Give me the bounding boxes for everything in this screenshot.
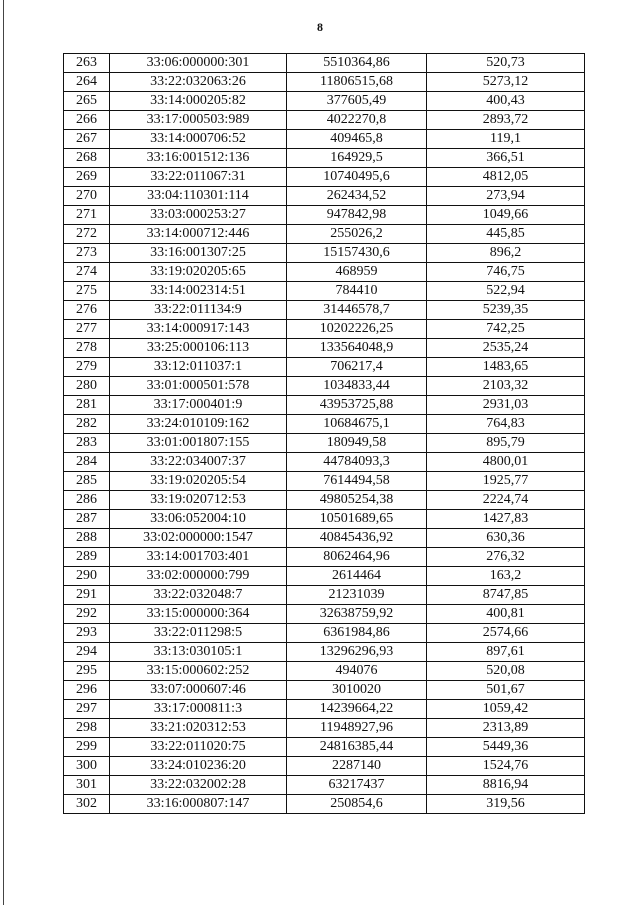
cadastral-number-cell: 33:22:032048:7 <box>110 586 287 605</box>
cadastral-number-cell: 33:22:034007:37 <box>110 453 287 472</box>
row-number-cell: 292 <box>64 605 110 624</box>
area-value-cell: 1524,76 <box>427 757 585 776</box>
area-value-cell: 895,79 <box>427 434 585 453</box>
area-value-cell: 1925,77 <box>427 472 585 491</box>
table-row <box>64 643 585 662</box>
table-row <box>64 491 585 510</box>
cadastral-number-cell: 33:01:000501:578 <box>110 377 287 396</box>
cadastral-number-cell: 33:16:001512:136 <box>110 149 287 168</box>
cadastral-value-cell: 2614464 <box>287 567 427 586</box>
table-row <box>64 320 585 339</box>
cadastral-number-cell: 33:12:011037:1 <box>110 358 287 377</box>
cadastral-value-cell: 15157430,6 <box>287 244 427 263</box>
cadastral-value-cell: 5510364,86 <box>287 54 427 73</box>
table-row <box>64 358 585 377</box>
area-value-cell: 1427,83 <box>427 510 585 529</box>
cadastral-number-cell: 33:14:001703:401 <box>110 548 287 567</box>
cadastral-number-cell: 33:22:011134:9 <box>110 301 287 320</box>
cadastral-number-cell: 33:13:030105:1 <box>110 643 287 662</box>
table-row <box>64 244 585 263</box>
cadastral-value-cell: 10684675,1 <box>287 415 427 434</box>
row-number-cell: 297 <box>64 700 110 719</box>
area-value-cell: 8747,85 <box>427 586 585 605</box>
cadastral-number-cell: 33:14:000205:82 <box>110 92 287 111</box>
row-number-cell: 296 <box>64 681 110 700</box>
row-number-cell: 282 <box>64 415 110 434</box>
area-value-cell: 2103,32 <box>427 377 585 396</box>
cadastral-number-cell: 33:14:000712:446 <box>110 225 287 244</box>
area-value-cell: 5449,36 <box>427 738 585 757</box>
cadastral-value-cell: 24816385,44 <box>287 738 427 757</box>
cadastral-number-cell: 33:22:032063:26 <box>110 73 287 92</box>
cadastral-number-cell: 33:17:000401:9 <box>110 396 287 415</box>
cadastral-value-cell: 44784093,3 <box>287 453 427 472</box>
cadastral-value-cell: 250854,6 <box>287 795 427 814</box>
row-number-cell: 265 <box>64 92 110 111</box>
table-body <box>64 54 585 814</box>
cadastral-value-cell: 40845436,92 <box>287 529 427 548</box>
area-value-cell: 8816,94 <box>427 776 585 795</box>
table-row <box>64 529 585 548</box>
area-value-cell: 501,67 <box>427 681 585 700</box>
row-number-cell: 279 <box>64 358 110 377</box>
area-value-cell: 445,85 <box>427 225 585 244</box>
area-value-cell: 4800,01 <box>427 453 585 472</box>
cadastral-value-cell: 784410 <box>287 282 427 301</box>
cadastral-number-cell: 33:22:011020:75 <box>110 738 287 757</box>
cadastral-value-cell: 377605,49 <box>287 92 427 111</box>
table-row <box>64 282 585 301</box>
area-value-cell: 163,2 <box>427 567 585 586</box>
row-number-cell: 275 <box>64 282 110 301</box>
cadastral-value-cell: 11948927,96 <box>287 719 427 738</box>
row-number-cell: 293 <box>64 624 110 643</box>
table-row <box>64 434 585 453</box>
cadastral-value-cell: 11806515,68 <box>287 73 427 92</box>
area-value-cell: 520,73 <box>427 54 585 73</box>
cadastral-number-cell: 33:06:000000:301 <box>110 54 287 73</box>
area-value-cell: 2224,74 <box>427 491 585 510</box>
row-number-cell: 266 <box>64 111 110 130</box>
cadastral-number-cell: 33:22:032002:28 <box>110 776 287 795</box>
row-number-cell: 291 <box>64 586 110 605</box>
cadastral-value-cell: 164929,5 <box>287 149 427 168</box>
cadastral-number-cell: 33:17:000811:3 <box>110 700 287 719</box>
row-number-cell: 269 <box>64 168 110 187</box>
row-number-cell: 302 <box>64 795 110 814</box>
cadastral-value-cell: 494076 <box>287 662 427 681</box>
cadastral-number-cell: 33:15:000602:252 <box>110 662 287 681</box>
table-row <box>64 92 585 111</box>
row-number-cell: 295 <box>64 662 110 681</box>
area-value-cell: 2574,66 <box>427 624 585 643</box>
area-value-cell: 1483,65 <box>427 358 585 377</box>
cadastral-value-cell: 43953725,88 <box>287 396 427 415</box>
row-number-cell: 285 <box>64 472 110 491</box>
cadastral-number-cell: 33:21:020312:53 <box>110 719 287 738</box>
area-value-cell: 630,36 <box>427 529 585 548</box>
cadastral-number-cell: 33:14:002314:51 <box>110 282 287 301</box>
cadastral-number-cell: 33:06:052004:10 <box>110 510 287 529</box>
table-row <box>64 738 585 757</box>
table-row <box>64 225 585 244</box>
cadastral-value-cell: 262434,52 <box>287 187 427 206</box>
cadastral-number-cell: 33:02:000000:799 <box>110 567 287 586</box>
row-number-cell: 281 <box>64 396 110 415</box>
row-number-cell: 298 <box>64 719 110 738</box>
area-value-cell: 742,25 <box>427 320 585 339</box>
area-value-cell: 400,43 <box>427 92 585 111</box>
cadastral-value-cell: 7614494,58 <box>287 472 427 491</box>
row-number-cell: 289 <box>64 548 110 567</box>
row-number-cell: 267 <box>64 130 110 149</box>
cadastral-number-cell: 33:19:020712:53 <box>110 491 287 510</box>
cadastral-value-cell: 6361984,86 <box>287 624 427 643</box>
table-row <box>64 586 585 605</box>
area-value-cell: 896,2 <box>427 244 585 263</box>
table-row <box>64 757 585 776</box>
table-row <box>64 453 585 472</box>
area-value-cell: 5239,35 <box>427 301 585 320</box>
cadastral-value-cell: 133564048,9 <box>287 339 427 358</box>
cadastral-value-cell: 10202226,25 <box>287 320 427 339</box>
cadastral-number-cell: 33:15:000000:364 <box>110 605 287 624</box>
table-row <box>64 168 585 187</box>
area-value-cell: 746,75 <box>427 263 585 282</box>
row-number-cell: 271 <box>64 206 110 225</box>
table-row <box>64 776 585 795</box>
row-number-cell: 263 <box>64 54 110 73</box>
cadastral-value-cell: 63217437 <box>287 776 427 795</box>
table-row <box>64 377 585 396</box>
cadastral-number-cell: 33:02:000000:1547 <box>110 529 287 548</box>
cadastral-number-cell: 33:14:000706:52 <box>110 130 287 149</box>
row-number-cell: 286 <box>64 491 110 510</box>
table-row <box>64 472 585 491</box>
cadastral-value-cell: 10501689,65 <box>287 510 427 529</box>
cadastral-number-cell: 33:24:010236:20 <box>110 757 287 776</box>
table-row <box>64 111 585 130</box>
cadastral-value-cell: 3010020 <box>287 681 427 700</box>
area-value-cell: 2313,89 <box>427 719 585 738</box>
area-value-cell: 897,61 <box>427 643 585 662</box>
row-number-cell: 288 <box>64 529 110 548</box>
cadastral-table <box>63 53 585 814</box>
row-number-cell: 287 <box>64 510 110 529</box>
cadastral-number-cell: 33:04:110301:114 <box>110 187 287 206</box>
table-row <box>64 681 585 700</box>
cadastral-number-cell: 33:03:000253:27 <box>110 206 287 225</box>
row-number-cell: 264 <box>64 73 110 92</box>
table-row <box>64 149 585 168</box>
cadastral-number-cell: 33:25:000106:113 <box>110 339 287 358</box>
cadastral-value-cell: 8062464,96 <box>287 548 427 567</box>
row-number-cell: 299 <box>64 738 110 757</box>
cadastral-value-cell: 706217,4 <box>287 358 427 377</box>
row-number-cell: 300 <box>64 757 110 776</box>
row-number-cell: 274 <box>64 263 110 282</box>
cadastral-value-cell: 49805254,38 <box>287 491 427 510</box>
table-row <box>64 54 585 73</box>
cadastral-number-cell: 33:01:001807:155 <box>110 434 287 453</box>
cadastral-number-cell: 33:14:000917:143 <box>110 320 287 339</box>
cadastral-value-cell: 180949,58 <box>287 434 427 453</box>
row-number-cell: 277 <box>64 320 110 339</box>
area-value-cell: 1049,66 <box>427 206 585 225</box>
table-row <box>64 567 585 586</box>
row-number-cell: 284 <box>64 453 110 472</box>
table-row <box>64 795 585 814</box>
area-value-cell: 119,1 <box>427 130 585 149</box>
area-value-cell: 400,81 <box>427 605 585 624</box>
area-value-cell: 2535,24 <box>427 339 585 358</box>
table-row <box>64 662 585 681</box>
table-row <box>64 396 585 415</box>
row-number-cell: 270 <box>64 187 110 206</box>
cadastral-value-cell: 255026,2 <box>287 225 427 244</box>
table-row <box>64 719 585 738</box>
table-row <box>64 301 585 320</box>
table-row <box>64 548 585 567</box>
cadastral-value-cell: 32638759,92 <box>287 605 427 624</box>
cadastral-number-cell: 33:07:000607:46 <box>110 681 287 700</box>
area-value-cell: 2893,72 <box>427 111 585 130</box>
table-row <box>64 605 585 624</box>
table-row <box>64 624 585 643</box>
area-value-cell: 2931,03 <box>427 396 585 415</box>
row-number-cell: 283 <box>64 434 110 453</box>
area-value-cell: 520,08 <box>427 662 585 681</box>
table-row <box>64 187 585 206</box>
cadastral-value-cell: 409465,8 <box>287 130 427 149</box>
cadastral-value-cell: 14239664,22 <box>287 700 427 719</box>
area-value-cell: 4812,05 <box>427 168 585 187</box>
page-edge-line <box>3 0 4 905</box>
area-value-cell: 764,83 <box>427 415 585 434</box>
cadastral-value-cell: 468959 <box>287 263 427 282</box>
area-value-cell: 366,51 <box>427 149 585 168</box>
cadastral-value-cell: 4022270,8 <box>287 111 427 130</box>
cadastral-value-cell: 2287140 <box>287 757 427 776</box>
cadastral-number-cell: 33:22:011067:31 <box>110 168 287 187</box>
table-row <box>64 130 585 149</box>
cadastral-number-cell: 33:17:000503:989 <box>110 111 287 130</box>
row-number-cell: 301 <box>64 776 110 795</box>
cadastral-value-cell: 947842,98 <box>287 206 427 225</box>
area-value-cell: 273,94 <box>427 187 585 206</box>
cadastral-value-cell: 1034833,44 <box>287 377 427 396</box>
table-row <box>64 415 585 434</box>
cadastral-value-cell: 21231039 <box>287 586 427 605</box>
row-number-cell: 268 <box>64 149 110 168</box>
cadastral-number-cell: 33:16:001307:25 <box>110 244 287 263</box>
table-row <box>64 206 585 225</box>
row-number-cell: 276 <box>64 301 110 320</box>
table-row <box>64 700 585 719</box>
cadastral-number-cell: 33:24:010109:162 <box>110 415 287 434</box>
cadastral-number-cell: 33:16:000807:147 <box>110 795 287 814</box>
cadastral-value-cell: 13296296,93 <box>287 643 427 662</box>
cadastral-number-cell: 33:19:020205:54 <box>110 472 287 491</box>
table-row <box>64 263 585 282</box>
area-value-cell: 522,94 <box>427 282 585 301</box>
cadastral-number-cell: 33:19:020205:65 <box>110 263 287 282</box>
row-number-cell: 290 <box>64 567 110 586</box>
row-number-cell: 273 <box>64 244 110 263</box>
page-number: 8 <box>317 20 323 34</box>
cadastral-number-cell: 33:22:011298:5 <box>110 624 287 643</box>
row-number-cell: 294 <box>64 643 110 662</box>
row-number-cell: 278 <box>64 339 110 358</box>
row-number-cell: 280 <box>64 377 110 396</box>
cadastral-value-cell: 31446578,7 <box>287 301 427 320</box>
area-value-cell: 5273,12 <box>427 73 585 92</box>
row-number-cell: 272 <box>64 225 110 244</box>
table-row <box>64 73 585 92</box>
table-row <box>64 339 585 358</box>
area-value-cell: 276,32 <box>427 548 585 567</box>
area-value-cell: 1059,42 <box>427 700 585 719</box>
table-row <box>64 510 585 529</box>
area-value-cell: 319,56 <box>427 795 585 814</box>
cadastral-value-cell: 10740495,6 <box>287 168 427 187</box>
